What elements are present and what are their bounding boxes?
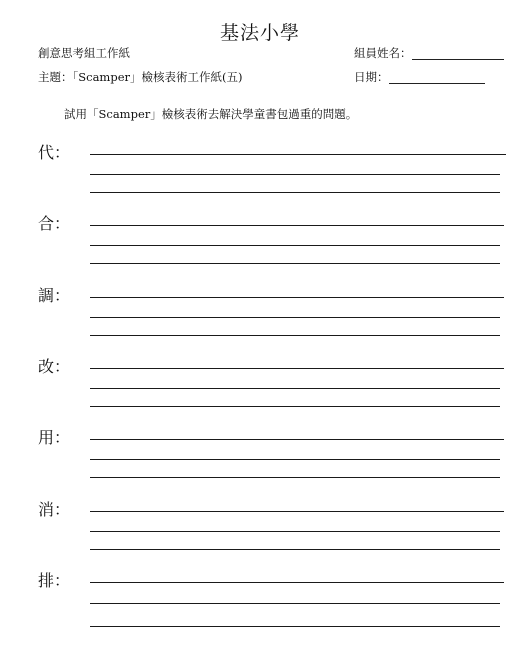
member-name-blank[interactable]: [412, 50, 504, 60]
date-blank[interactable]: [389, 74, 485, 84]
date-field[interactable]: [354, 70, 485, 84]
section-label: 改：: [38, 357, 71, 376]
section-substitute: [0, 140, 520, 204]
answer-line[interactable]: [90, 388, 500, 389]
date-label: 日期：: [354, 70, 389, 84]
school-name: 基法小學: [219, 22, 300, 44]
section-label: 消：: [38, 500, 71, 519]
answer-line[interactable]: [90, 439, 504, 440]
answer-line[interactable]: [90, 154, 506, 155]
answer-line[interactable]: [90, 626, 500, 627]
answer-line[interactable]: [90, 245, 500, 246]
section-label: 用：: [38, 428, 71, 447]
member-name-label: 組員姓名：: [354, 46, 412, 60]
answer-line[interactable]: [90, 582, 504, 583]
answer-line[interactable]: [90, 531, 500, 532]
section-label: 代：: [38, 143, 71, 162]
member-name-field[interactable]: [354, 46, 504, 60]
section-label: 合：: [38, 214, 71, 233]
section-rearrange: [0, 568, 520, 632]
answer-line[interactable]: [90, 192, 500, 193]
worksheet-topic: 主題：「Scamper」檢核表術工作紙(五): [38, 70, 243, 84]
section-label: 排：: [38, 571, 71, 590]
answer-line[interactable]: [90, 406, 500, 407]
answer-line[interactable]: [90, 174, 500, 175]
section-put-to-other-uses: [0, 425, 520, 489]
answer-line[interactable]: [90, 511, 504, 512]
answer-line[interactable]: [90, 225, 504, 226]
answer-line[interactable]: [90, 459, 500, 460]
section-label: 調：: [38, 286, 71, 305]
answer-line[interactable]: [90, 297, 504, 298]
section-adapt: [0, 283, 520, 347]
answer-line[interactable]: [90, 263, 500, 264]
section-eliminate: [0, 497, 520, 561]
section-combine: [0, 211, 520, 275]
answer-line[interactable]: [90, 368, 504, 369]
instruction-text: 試用「Scamper」檢核表術去解決學童書包過重的問題。: [64, 107, 358, 121]
answer-line[interactable]: [90, 317, 500, 318]
answer-line[interactable]: [90, 477, 500, 478]
answer-line[interactable]: [90, 603, 500, 604]
answer-line[interactable]: [90, 549, 500, 550]
section-modify: [0, 354, 520, 418]
answer-line[interactable]: [90, 335, 500, 336]
worksheet-series: 創意思考組工作紙: [38, 46, 130, 60]
